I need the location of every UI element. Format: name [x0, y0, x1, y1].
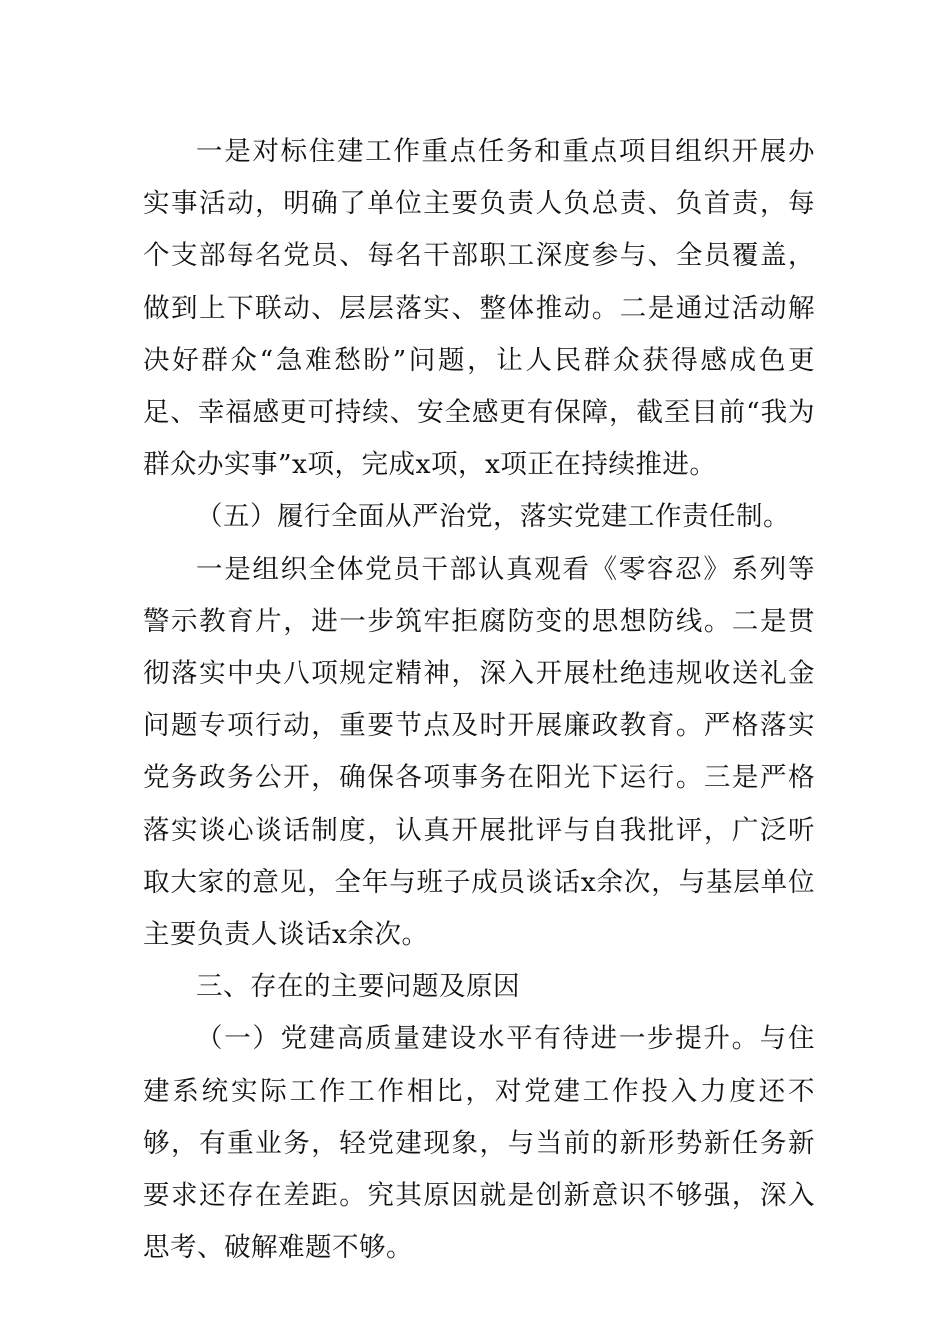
paragraph-integrity-education: 一是组织全体党员干部认真观看《零容忍》系列等警示教育片，进一步筑牢拒腐防变的思想防线。二是贯彻落实中央八项规定精神，深入开展杜绝违规收送礼金问题专项行动，重要节点及时开展廉政教育。严格落实党务政务公开，确保各项事务在阳光下运行。三是严格落实谈心谈话制度，认真开展批评与自我批评，广泛听取大家的意见，全年与班子成员谈话x余次，与基层单位主要负责人谈话x余次。 — [143, 553, 815, 951]
heading-strict-party-governance: （五）履行全面从严治党，落实党建工作责任制。 — [196, 501, 790, 533]
paragraph-service-activities: 一是对标住建工作重点任务和重点项目组织开展办实事活动，明确了单位主要负责人负总责、负首责，每个支部每名党员、每名干部职工深度参与、全员覆盖，做到上下联动、层层落实、整体推动。二是通过活动解决好群众“急难愁盼”问题，让人民群众获得感成色更足、幸福感更可持续、安全感更有保障，截至目前“我为群众办实事”x项，完成x项，x项正在持续推进。 — [143, 136, 815, 481]
paragraph-party-building-quality: （一）党建高质量建设水平有待进一步提升。与住建系统实际工作工作相比，对党建工作投入力度还不够，有重业务，轻党建现象，与当前的新形势新任务新要求还存在差距。究其原因就是创新意识不够强，深入思考、破解难题不够。 — [143, 1023, 815, 1264]
heading-main-problems: 三、存在的主要问题及原因 — [196, 971, 520, 1003]
document-body — [143, 126, 815, 1274]
